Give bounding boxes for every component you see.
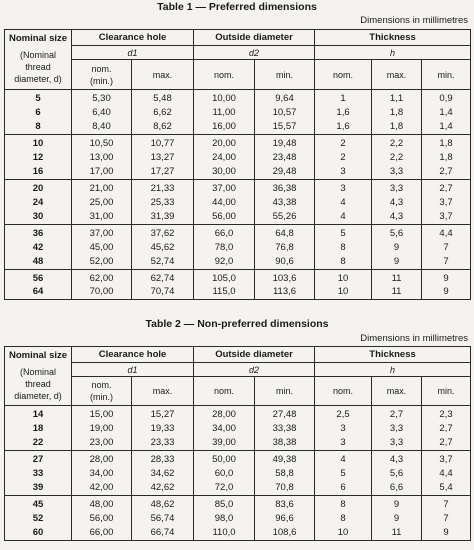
outside-nom-header: nom. <box>194 377 255 406</box>
value-cell: 56,00 <box>194 210 255 225</box>
value-cell: 23,33 <box>132 436 194 451</box>
value-cell: 25,33 <box>132 195 194 210</box>
nom-min-label: (min.) <box>90 75 113 86</box>
nominal-size-cell: 33 <box>5 466 72 481</box>
value-cell: 5,6 <box>372 466 422 481</box>
h-symbol: h <box>315 46 471 60</box>
row-group <box>5 406 471 451</box>
table-row <box>5 451 471 466</box>
value-cell: 10 <box>315 526 372 541</box>
value-cell: 3 <box>315 436 372 451</box>
value-cell: 21,00 <box>72 180 132 195</box>
table-row <box>5 105 471 120</box>
thickness-max-header: max. <box>372 377 422 406</box>
nominal-size-label: Nominal size <box>8 350 68 361</box>
header-row-subcols <box>5 377 471 406</box>
nominal-size-cell: 64 <box>5 285 72 300</box>
value-cell: 13,27 <box>132 150 194 165</box>
value-cell: 3,3 <box>372 180 422 195</box>
value-cell: 78,0 <box>194 240 255 255</box>
value-cell: 58,8 <box>255 466 315 481</box>
value-cell: 113,6 <box>255 285 315 300</box>
value-cell: 1,1 <box>372 90 422 105</box>
header-row-main <box>5 30 471 46</box>
value-cell: 8,62 <box>132 120 194 135</box>
table1-units: Dimensions in millimetres <box>360 15 468 26</box>
value-cell: 28,00 <box>72 451 132 466</box>
value-cell: 1,8 <box>372 120 422 135</box>
value-cell: 45,62 <box>132 240 194 255</box>
value-cell: 1,6 <box>315 120 372 135</box>
value-cell: 8,40 <box>72 120 132 135</box>
table-row <box>5 240 471 255</box>
value-cell: 23,48 <box>255 150 315 165</box>
value-cell: 3,7 <box>422 451 471 466</box>
table-row <box>5 150 471 165</box>
d1-symbol: d1 <box>72 46 194 60</box>
nominal-size-cell: 48 <box>5 255 72 270</box>
value-cell: 7 <box>422 240 471 255</box>
value-cell: 49,38 <box>255 451 315 466</box>
value-cell: 29,48 <box>255 165 315 180</box>
nominal-size-cell: 30 <box>5 210 72 225</box>
nominal-size-cell: 36 <box>5 225 72 240</box>
d1-symbol: d1 <box>72 363 194 377</box>
value-cell: 2,7 <box>372 406 422 421</box>
nominal-size-cell: 12 <box>5 150 72 165</box>
nominal-size-cell: 45 <box>5 496 72 511</box>
value-cell: 2 <box>315 135 372 150</box>
value-cell: 2,2 <box>372 135 422 150</box>
value-cell: 98,0 <box>194 511 255 526</box>
value-cell: 5 <box>315 466 372 481</box>
table-row <box>5 496 471 511</box>
header-row-symbols <box>5 46 471 60</box>
outside-nom-header: nom. <box>194 60 255 90</box>
thickness-min-header: min. <box>422 60 471 90</box>
header-row-subcols <box>5 60 471 90</box>
clearance-max-header: max. <box>132 60 194 90</box>
nominal-size-note-line: (Nominal <box>19 367 56 377</box>
thickness-max-header: max. <box>372 60 422 90</box>
table1-title: Table 1 — Preferred dimensions <box>157 1 317 13</box>
value-cell: 8 <box>315 511 372 526</box>
value-cell: 64,8 <box>255 225 315 240</box>
value-cell: 8 <box>315 496 372 511</box>
value-cell: 3,3 <box>372 165 422 180</box>
nominal-size-cell: 24 <box>5 195 72 210</box>
value-cell: 27,48 <box>255 406 315 421</box>
value-cell: 5,4 <box>422 481 471 496</box>
value-cell: 52,00 <box>72 255 132 270</box>
value-cell: 3 <box>315 180 372 195</box>
table-row <box>5 421 471 436</box>
table-row <box>5 135 471 150</box>
value-cell: 10,50 <box>72 135 132 150</box>
d2-symbol: d2 <box>194 363 315 377</box>
value-cell: 15,00 <box>72 406 132 421</box>
table2-units: Dimensions in millimetres <box>360 333 468 344</box>
value-cell: 96,6 <box>255 511 315 526</box>
value-cell: 21,33 <box>132 180 194 195</box>
thickness-nom-header: nom. <box>315 377 372 406</box>
value-cell: 56,74 <box>132 511 194 526</box>
value-cell: 5,6 <box>372 225 422 240</box>
nominal-size-label: Nominal size <box>8 33 68 44</box>
value-cell: 17,27 <box>132 165 194 180</box>
value-cell: 4 <box>315 210 372 225</box>
value-cell: 4 <box>315 451 372 466</box>
value-cell: 4,4 <box>422 466 471 481</box>
value-cell: 8 <box>315 240 372 255</box>
value-cell: 3,3 <box>372 421 422 436</box>
table2-title: Table 2 — Non-preferred dimensions <box>145 318 329 330</box>
value-cell: 5,30 <box>72 90 132 105</box>
value-cell: 10,57 <box>255 105 315 120</box>
value-cell: 108,6 <box>255 526 315 541</box>
value-cell: 34,00 <box>194 421 255 436</box>
value-cell: 7 <box>422 496 471 511</box>
outside-min-header: min. <box>255 60 315 90</box>
value-cell: 5 <box>315 225 372 240</box>
value-cell: 2,7 <box>422 436 471 451</box>
table-row <box>5 481 471 496</box>
value-cell: 1 <box>315 90 372 105</box>
value-cell: 36,38 <box>255 180 315 195</box>
nominal-size-cell: 18 <box>5 421 72 436</box>
table-row <box>5 285 471 300</box>
value-cell: 13,00 <box>72 150 132 165</box>
value-cell: 6,6 <box>372 481 422 496</box>
value-cell: 50,00 <box>194 451 255 466</box>
row-group <box>5 225 471 270</box>
row-group <box>5 496 471 541</box>
thickness-min-header: min. <box>422 377 471 406</box>
value-cell: 15,27 <box>132 406 194 421</box>
value-cell: 11 <box>372 285 422 300</box>
nominal-size-note-line: thread <box>25 62 51 72</box>
nominal-size-cell: 56 <box>5 270 72 285</box>
value-cell: 39,00 <box>194 436 255 451</box>
nominal-size-cell: 22 <box>5 436 72 451</box>
value-cell: 7 <box>422 511 471 526</box>
nominal-size-cell: 52 <box>5 511 72 526</box>
table-row <box>5 511 471 526</box>
nominal-size-note-line: thread <box>25 379 51 389</box>
value-cell: 9 <box>372 511 422 526</box>
header-row-symbols <box>5 363 471 377</box>
value-cell: 10 <box>315 285 372 300</box>
value-cell: 24,00 <box>194 150 255 165</box>
thickness-nom-header: nom. <box>315 60 372 90</box>
value-cell: 110,0 <box>194 526 255 541</box>
value-cell: 4,4 <box>422 225 471 240</box>
table-row <box>5 406 471 421</box>
value-cell: 37,00 <box>194 180 255 195</box>
value-cell: 48,00 <box>72 496 132 511</box>
value-cell: 2,3 <box>422 406 471 421</box>
value-cell: 55,26 <box>255 210 315 225</box>
row-group <box>5 451 471 496</box>
table-row <box>5 436 471 451</box>
clearance-nom-header <box>72 377 132 406</box>
value-cell: 5,48 <box>132 90 194 105</box>
value-cell: 1,8 <box>422 135 471 150</box>
value-cell: 42,62 <box>132 481 194 496</box>
table-row <box>5 466 471 481</box>
nominal-size-cell: 20 <box>5 180 72 195</box>
table-row <box>5 120 471 135</box>
table-row <box>5 270 471 285</box>
value-cell: 10 <box>315 270 372 285</box>
nominal-size-cell: 8 <box>5 120 72 135</box>
value-cell: 9 <box>422 285 471 300</box>
nominal-size-note-line: (Nominal <box>19 50 56 60</box>
value-cell: 103,6 <box>255 270 315 285</box>
value-cell: 66,74 <box>132 526 194 541</box>
nominal-size-cell: 42 <box>5 240 72 255</box>
value-cell: 1,6 <box>315 105 372 120</box>
nominal-size-cell: 27 <box>5 451 72 466</box>
h-symbol: h <box>315 363 471 377</box>
nominal-size-cell: 14 <box>5 406 72 421</box>
table-row <box>5 90 471 105</box>
value-cell: 4,3 <box>372 210 422 225</box>
nominal-size-cell: 10 <box>5 135 72 150</box>
value-cell: 2,7 <box>422 165 471 180</box>
table-row <box>5 165 471 180</box>
value-cell: 66,0 <box>194 225 255 240</box>
nominal-size-header <box>5 347 72 406</box>
nominal-size-cell: 6 <box>5 105 72 120</box>
value-cell: 1,4 <box>422 105 471 120</box>
value-cell: 2,2 <box>372 150 422 165</box>
value-cell: 62,74 <box>132 270 194 285</box>
value-cell: 10,00 <box>194 90 255 105</box>
value-cell: 45,00 <box>72 240 132 255</box>
clearance-nom-header <box>72 60 132 90</box>
value-cell: 25,00 <box>72 195 132 210</box>
value-cell: 4,3 <box>372 195 422 210</box>
value-cell: 90,6 <box>255 255 315 270</box>
value-cell: 6,40 <box>72 105 132 120</box>
value-cell: 23,00 <box>72 436 132 451</box>
nom-min-label: (min.) <box>90 392 113 402</box>
value-cell: 9,64 <box>255 90 315 105</box>
row-group <box>5 180 471 225</box>
value-cell: 11 <box>372 270 422 285</box>
value-cell: 34,62 <box>132 466 194 481</box>
value-cell: 1,4 <box>422 120 471 135</box>
value-cell: 3 <box>315 165 372 180</box>
value-cell: 16,00 <box>194 120 255 135</box>
thickness-header: Thickness <box>315 347 471 363</box>
clearance-max-header: max. <box>132 377 194 406</box>
value-cell: 3,7 <box>422 195 471 210</box>
value-cell: 60,0 <box>194 466 255 481</box>
nominal-size-note-line: diameter, d) <box>14 391 62 401</box>
table-row <box>5 255 471 270</box>
value-cell: 92,0 <box>194 255 255 270</box>
table2 <box>4 346 471 541</box>
table-row <box>5 180 471 195</box>
value-cell: 3,7 <box>422 210 471 225</box>
table-row <box>5 526 471 541</box>
value-cell: 9 <box>422 270 471 285</box>
value-cell: 33,38 <box>255 421 315 436</box>
value-cell: 4 <box>315 195 372 210</box>
value-cell: 37,62 <box>132 225 194 240</box>
value-cell: 11 <box>372 526 422 541</box>
table-row <box>5 225 471 240</box>
outside-min-header: min. <box>255 377 315 406</box>
value-cell: 31,39 <box>132 210 194 225</box>
value-cell: 43,38 <box>255 195 315 210</box>
value-cell: 11,00 <box>194 105 255 120</box>
value-cell: 15,57 <box>255 120 315 135</box>
value-cell: 62,00 <box>72 270 132 285</box>
value-cell: 19,48 <box>255 135 315 150</box>
value-cell: 85,0 <box>194 496 255 511</box>
value-cell: 9 <box>372 496 422 511</box>
nom-label: nom. <box>91 63 112 74</box>
value-cell: 3 <box>315 421 372 436</box>
value-cell: 4,3 <box>372 451 422 466</box>
value-cell: 2,5 <box>315 406 372 421</box>
value-cell: 31,00 <box>72 210 132 225</box>
value-cell: 19,00 <box>72 421 132 436</box>
value-cell: 2,7 <box>422 180 471 195</box>
value-cell: 30,00 <box>194 165 255 180</box>
outside-diameter-header: Outside diameter <box>194 347 315 363</box>
nominal-size-cell: 60 <box>5 526 72 541</box>
value-cell: 44,00 <box>194 195 255 210</box>
nominal-size-cell: 16 <box>5 165 72 180</box>
nominal-size-cell: 39 <box>5 481 72 496</box>
value-cell: 0,9 <box>422 90 471 105</box>
row-group <box>5 90 471 135</box>
nominal-size-header <box>5 30 72 90</box>
d2-symbol: d2 <box>194 46 315 60</box>
value-cell: 20,00 <box>194 135 255 150</box>
value-cell: 2,7 <box>422 421 471 436</box>
value-cell: 70,00 <box>72 285 132 300</box>
value-cell: 52,74 <box>132 255 194 270</box>
value-cell: 38,38 <box>255 436 315 451</box>
value-cell: 42,00 <box>72 481 132 496</box>
clearance-hole-header: Clearance hole <box>72 30 194 46</box>
value-cell: 66,00 <box>72 526 132 541</box>
value-cell: 28,33 <box>132 451 194 466</box>
value-cell: 3,3 <box>372 436 422 451</box>
value-cell: 1,8 <box>372 105 422 120</box>
row-group <box>5 135 471 180</box>
value-cell: 76,8 <box>255 240 315 255</box>
value-cell: 28,00 <box>194 406 255 421</box>
value-cell: 6,62 <box>132 105 194 120</box>
value-cell: 17,00 <box>72 165 132 180</box>
table1 <box>4 29 471 300</box>
value-cell: 115,0 <box>194 285 255 300</box>
value-cell: 19,33 <box>132 421 194 436</box>
value-cell: 8 <box>315 255 372 270</box>
value-cell: 70,8 <box>255 481 315 496</box>
nominal-size-cell: 5 <box>5 90 72 105</box>
value-cell: 9 <box>422 526 471 541</box>
table-row <box>5 195 471 210</box>
header-row-main <box>5 347 471 363</box>
value-cell: 48,62 <box>132 496 194 511</box>
value-cell: 7 <box>422 255 471 270</box>
nom-label: nom. <box>91 380 112 390</box>
value-cell: 9 <box>372 255 422 270</box>
clearance-hole-header: Clearance hole <box>72 347 194 363</box>
value-cell: 37,00 <box>72 225 132 240</box>
value-cell: 105,0 <box>194 270 255 285</box>
value-cell: 56,00 <box>72 511 132 526</box>
value-cell: 10,77 <box>132 135 194 150</box>
value-cell: 70,74 <box>132 285 194 300</box>
value-cell: 9 <box>372 240 422 255</box>
value-cell: 83,6 <box>255 496 315 511</box>
row-group <box>5 270 471 300</box>
nominal-size-note-line: diameter, d) <box>14 74 62 84</box>
thickness-header: Thickness <box>315 30 471 46</box>
table-row <box>5 210 471 225</box>
value-cell: 72,0 <box>194 481 255 496</box>
value-cell: 34,00 <box>72 466 132 481</box>
value-cell: 1,8 <box>422 150 471 165</box>
outside-diameter-header: Outside diameter <box>194 30 315 46</box>
value-cell: 6 <box>315 481 372 496</box>
value-cell: 2 <box>315 150 372 165</box>
